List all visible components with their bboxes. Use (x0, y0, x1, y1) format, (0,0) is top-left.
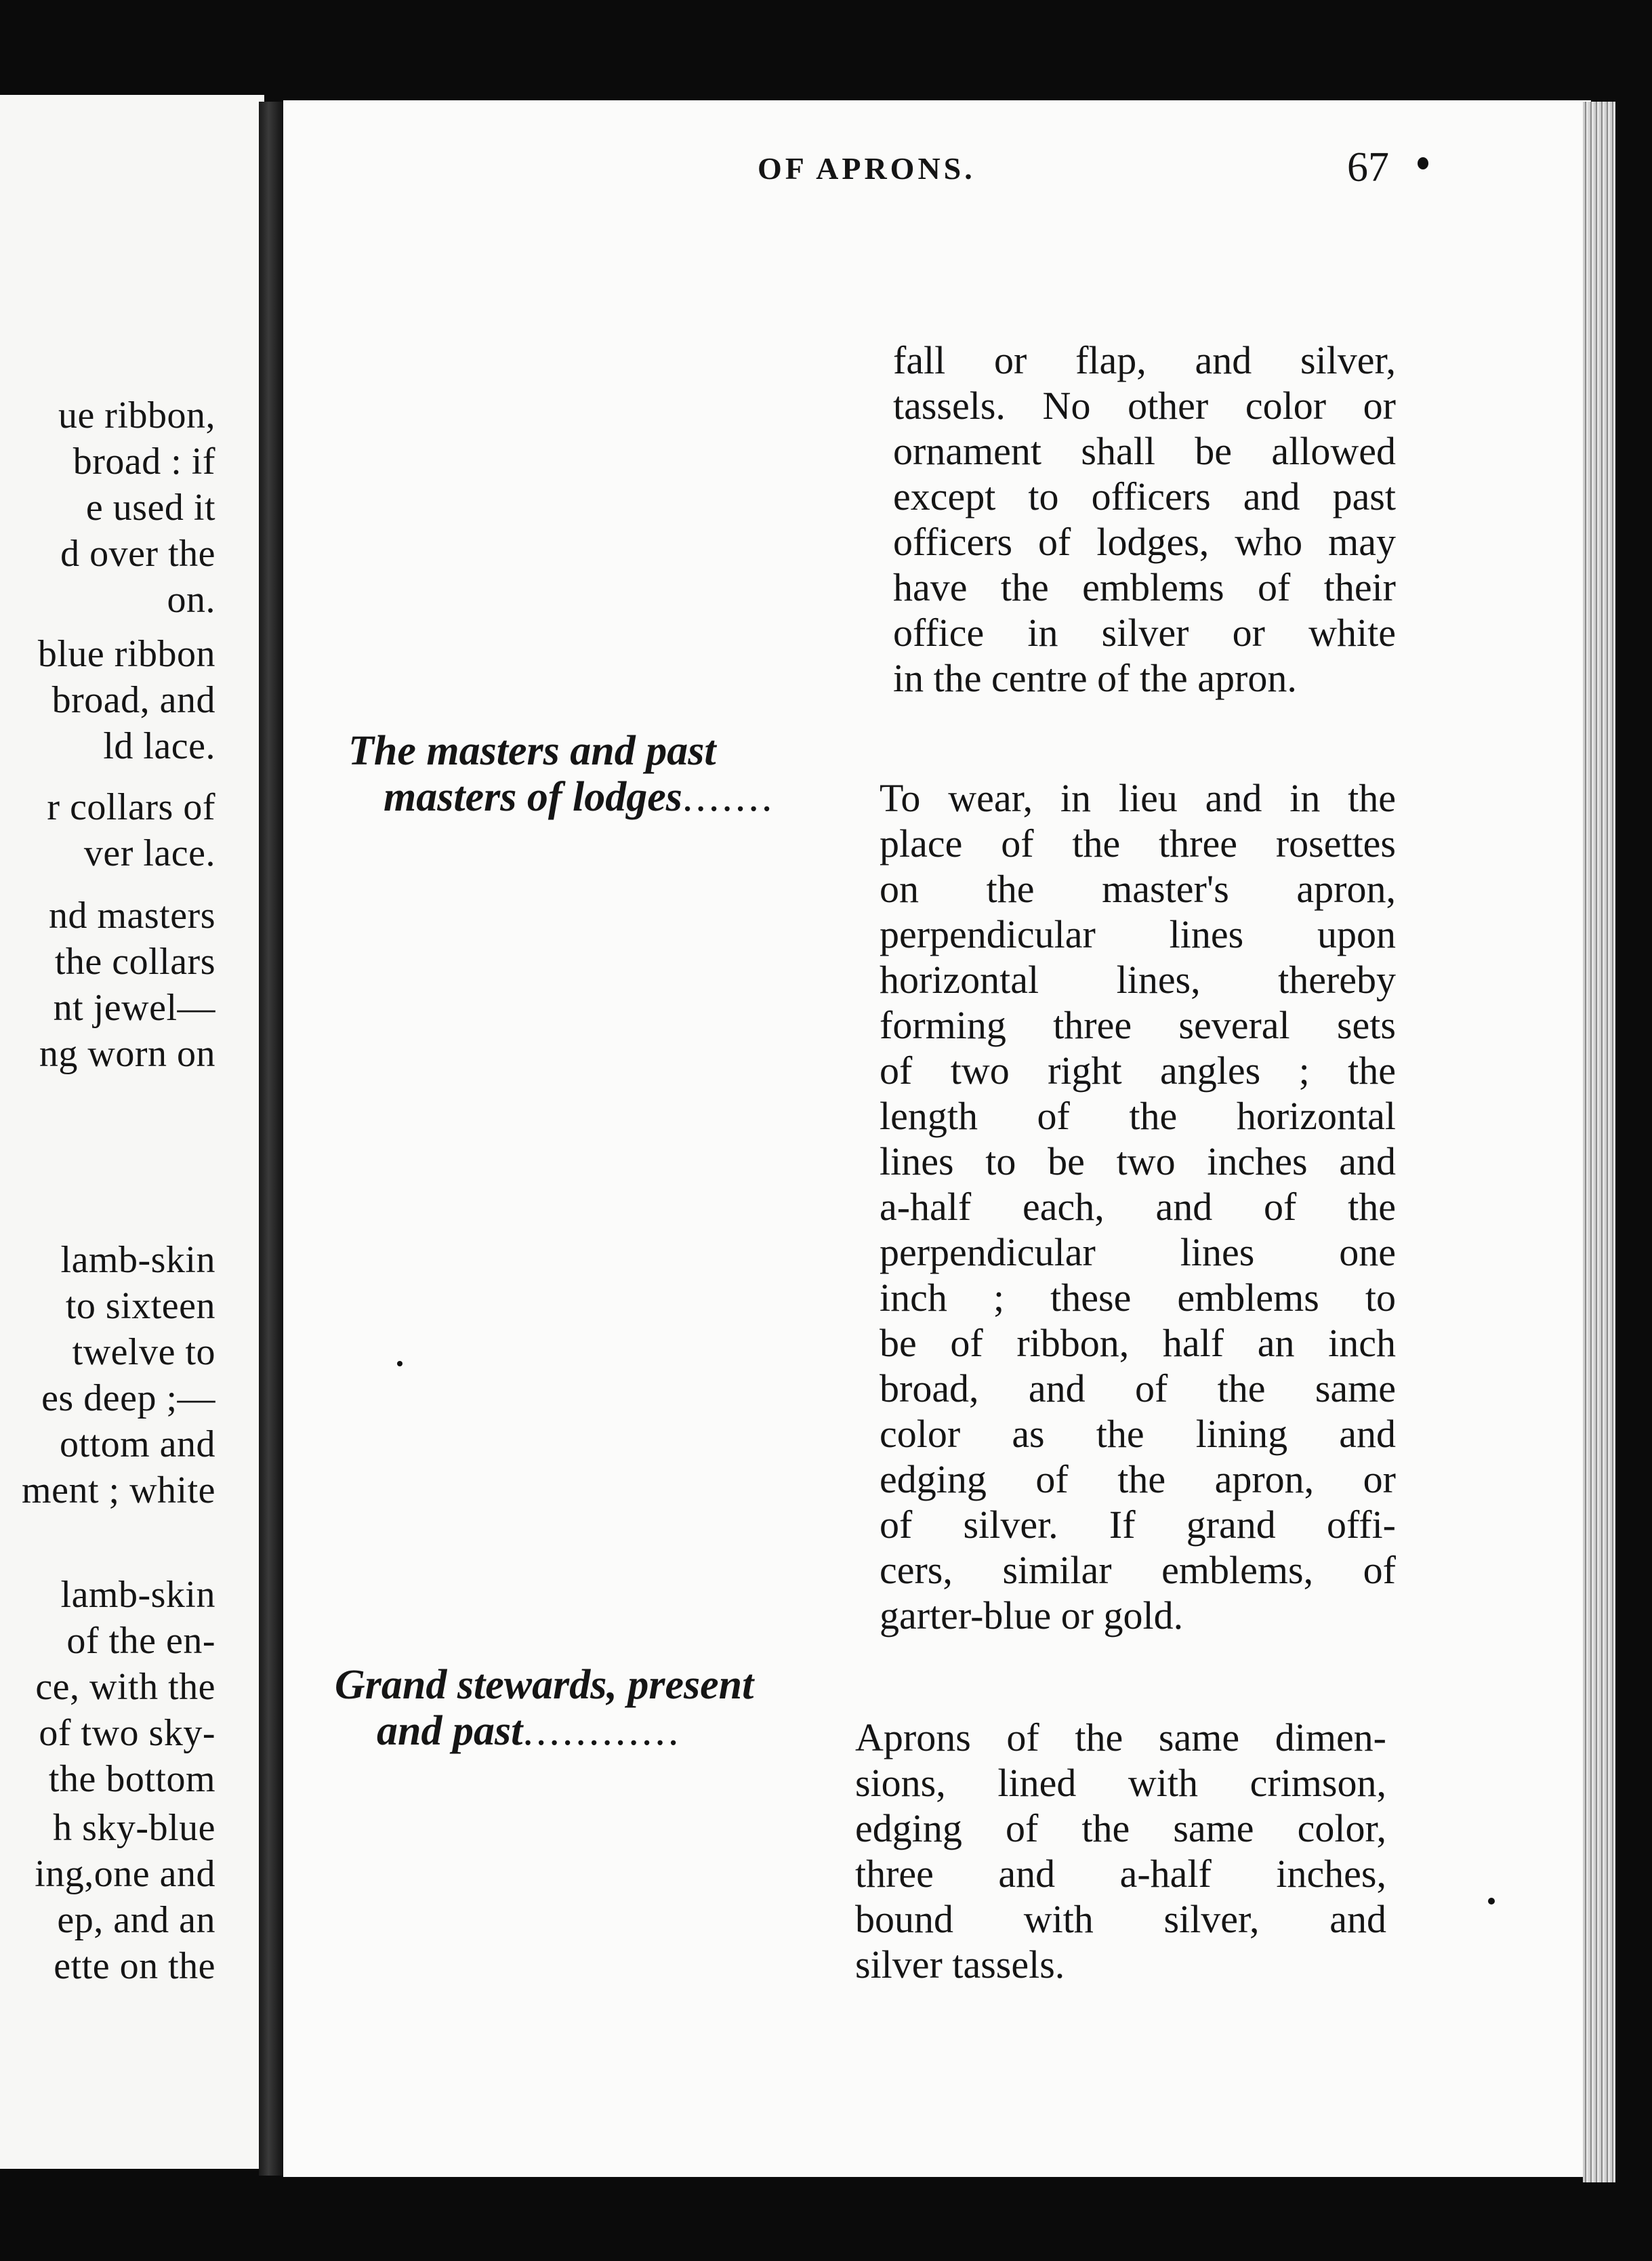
facing-page-line: es deep ;— (41, 1377, 215, 1419)
text-line: inch ; these emblems to (880, 1276, 1396, 1320)
facing-page-line: ing,one and (35, 1853, 215, 1895)
facing-page-line: to sixteen (65, 1285, 215, 1327)
facing-page-line: of two sky- (39, 1712, 215, 1754)
facing-page-line: the bottom (48, 1758, 215, 1800)
facing-page-line: ue ribbon, (58, 394, 215, 436)
text-line: color as the lining and (880, 1412, 1396, 1456)
entry-heading-stewards-line2: and past (377, 1708, 523, 1754)
text-line: garter-blue or gold. (880, 1593, 1184, 1637)
entry-heading-masters-line2: masters of lodges (384, 774, 682, 820)
facing-page-line: d over the (60, 533, 215, 575)
text-line: Aprons of the same dimen- (855, 1715, 1386, 1759)
scan-speck (1418, 157, 1428, 169)
facing-page-line: e used it (85, 487, 215, 529)
text-line: sions, lined with crimson, (855, 1761, 1386, 1805)
facing-page-line: on. (167, 579, 215, 621)
facing-page-line: h sky-blue (53, 1807, 215, 1849)
text-line: To wear, in lieu and in the (880, 776, 1396, 820)
entry-heading-masters (348, 728, 716, 774)
facing-page-line: lamb-skin (60, 1574, 215, 1616)
text-line: of two right angles ; the (880, 1048, 1396, 1093)
facing-page-line: ce, with the (35, 1666, 215, 1708)
text-line: be of ribbon, half an inch (880, 1321, 1396, 1365)
facing-page-line: the collars (54, 941, 215, 983)
scan-speck (397, 1361, 402, 1366)
text-line: forming three several sets (880, 1003, 1396, 1047)
facing-page-line: twelve to (72, 1331, 215, 1373)
text-line: on the master's apron, (880, 867, 1396, 911)
facing-page-line: ng worn on (39, 1033, 215, 1075)
facing-page-line: ette on the (54, 1945, 215, 1987)
facing-page-line: of the en- (66, 1620, 215, 1662)
page-number: 67 (1347, 144, 1389, 190)
text-line: bound with silver, and (855, 1897, 1386, 1941)
text-line: a-half each, and of the (880, 1185, 1396, 1229)
text-line: edging of the apron, or (880, 1457, 1396, 1501)
facing-page (0, 95, 264, 2169)
stewards-apron-description (855, 1715, 1386, 1987)
text-line: length of the horizontal (880, 1094, 1396, 1138)
entry-heading-masters-line2-row (384, 774, 775, 820)
text-line: fall or flap, and silver, (893, 338, 1396, 382)
facing-page-line: broad, and (51, 679, 215, 721)
facing-page-line: ver lace. (83, 832, 215, 874)
facing-page-line: ld lace. (103, 725, 215, 767)
book-gutter (259, 102, 283, 2176)
text-line: ornament shall be allowed (893, 429, 1396, 473)
facing-page-line: blue ribbon (37, 633, 215, 675)
text-line: edging of the same color, (855, 1806, 1386, 1850)
entry-heading-stewards (335, 1662, 753, 1708)
leader-dots: ....... (682, 774, 775, 820)
apron-description-continued (893, 338, 1396, 701)
scan-speck (1488, 1898, 1495, 1904)
text-line: in the centre of the apron. (893, 656, 1297, 700)
facing-page-line: nd masters (48, 895, 215, 937)
text-line: of silver. If grand offi- (880, 1503, 1396, 1547)
text-line: cers, similar emblems, of (880, 1548, 1396, 1592)
entry-heading-masters-line1: The masters and past (348, 728, 716, 774)
facing-page-line: nt jewel— (53, 987, 215, 1029)
page-edges (1583, 102, 1615, 2182)
text-line: office in silver or white (893, 611, 1396, 655)
text-line: silver tassels. (855, 1942, 1065, 1987)
facing-page-line: ep, and an (57, 1899, 215, 1941)
facing-page-line: ment ; white (22, 1469, 215, 1511)
entry-heading-stewards-line1: Grand stewards, present (335, 1662, 754, 1708)
text-line: broad, and of the same (880, 1366, 1396, 1410)
text-line: tassels. No other color or (893, 384, 1396, 428)
text-line: have the emblems of their (893, 565, 1396, 609)
masters-emblem-description (880, 775, 1396, 1638)
leader-dots: ............ (522, 1708, 682, 1754)
text-line: perpendicular lines upon (880, 912, 1396, 956)
text-line: three and a-half inches, (855, 1852, 1386, 1896)
entry-heading-stewards-line2-row (377, 1708, 681, 1754)
text-line: place of the three rosettes (880, 821, 1396, 865)
running-head: OF APRONS. (758, 151, 976, 186)
text-line: lines to be two inches and (880, 1139, 1396, 1183)
text-line: perpendicular lines one (880, 1230, 1396, 1274)
facing-page-line: broad : if (73, 441, 215, 483)
facing-page-line: ottom and (59, 1423, 215, 1465)
facing-page-line: r collars of (47, 786, 215, 828)
text-line: horizontal lines, thereby (880, 958, 1396, 1002)
text-line: except to officers and past (893, 474, 1396, 518)
facing-page-line: lamb-skin (60, 1239, 215, 1281)
text-line: officers of lodges, who may (893, 520, 1396, 564)
